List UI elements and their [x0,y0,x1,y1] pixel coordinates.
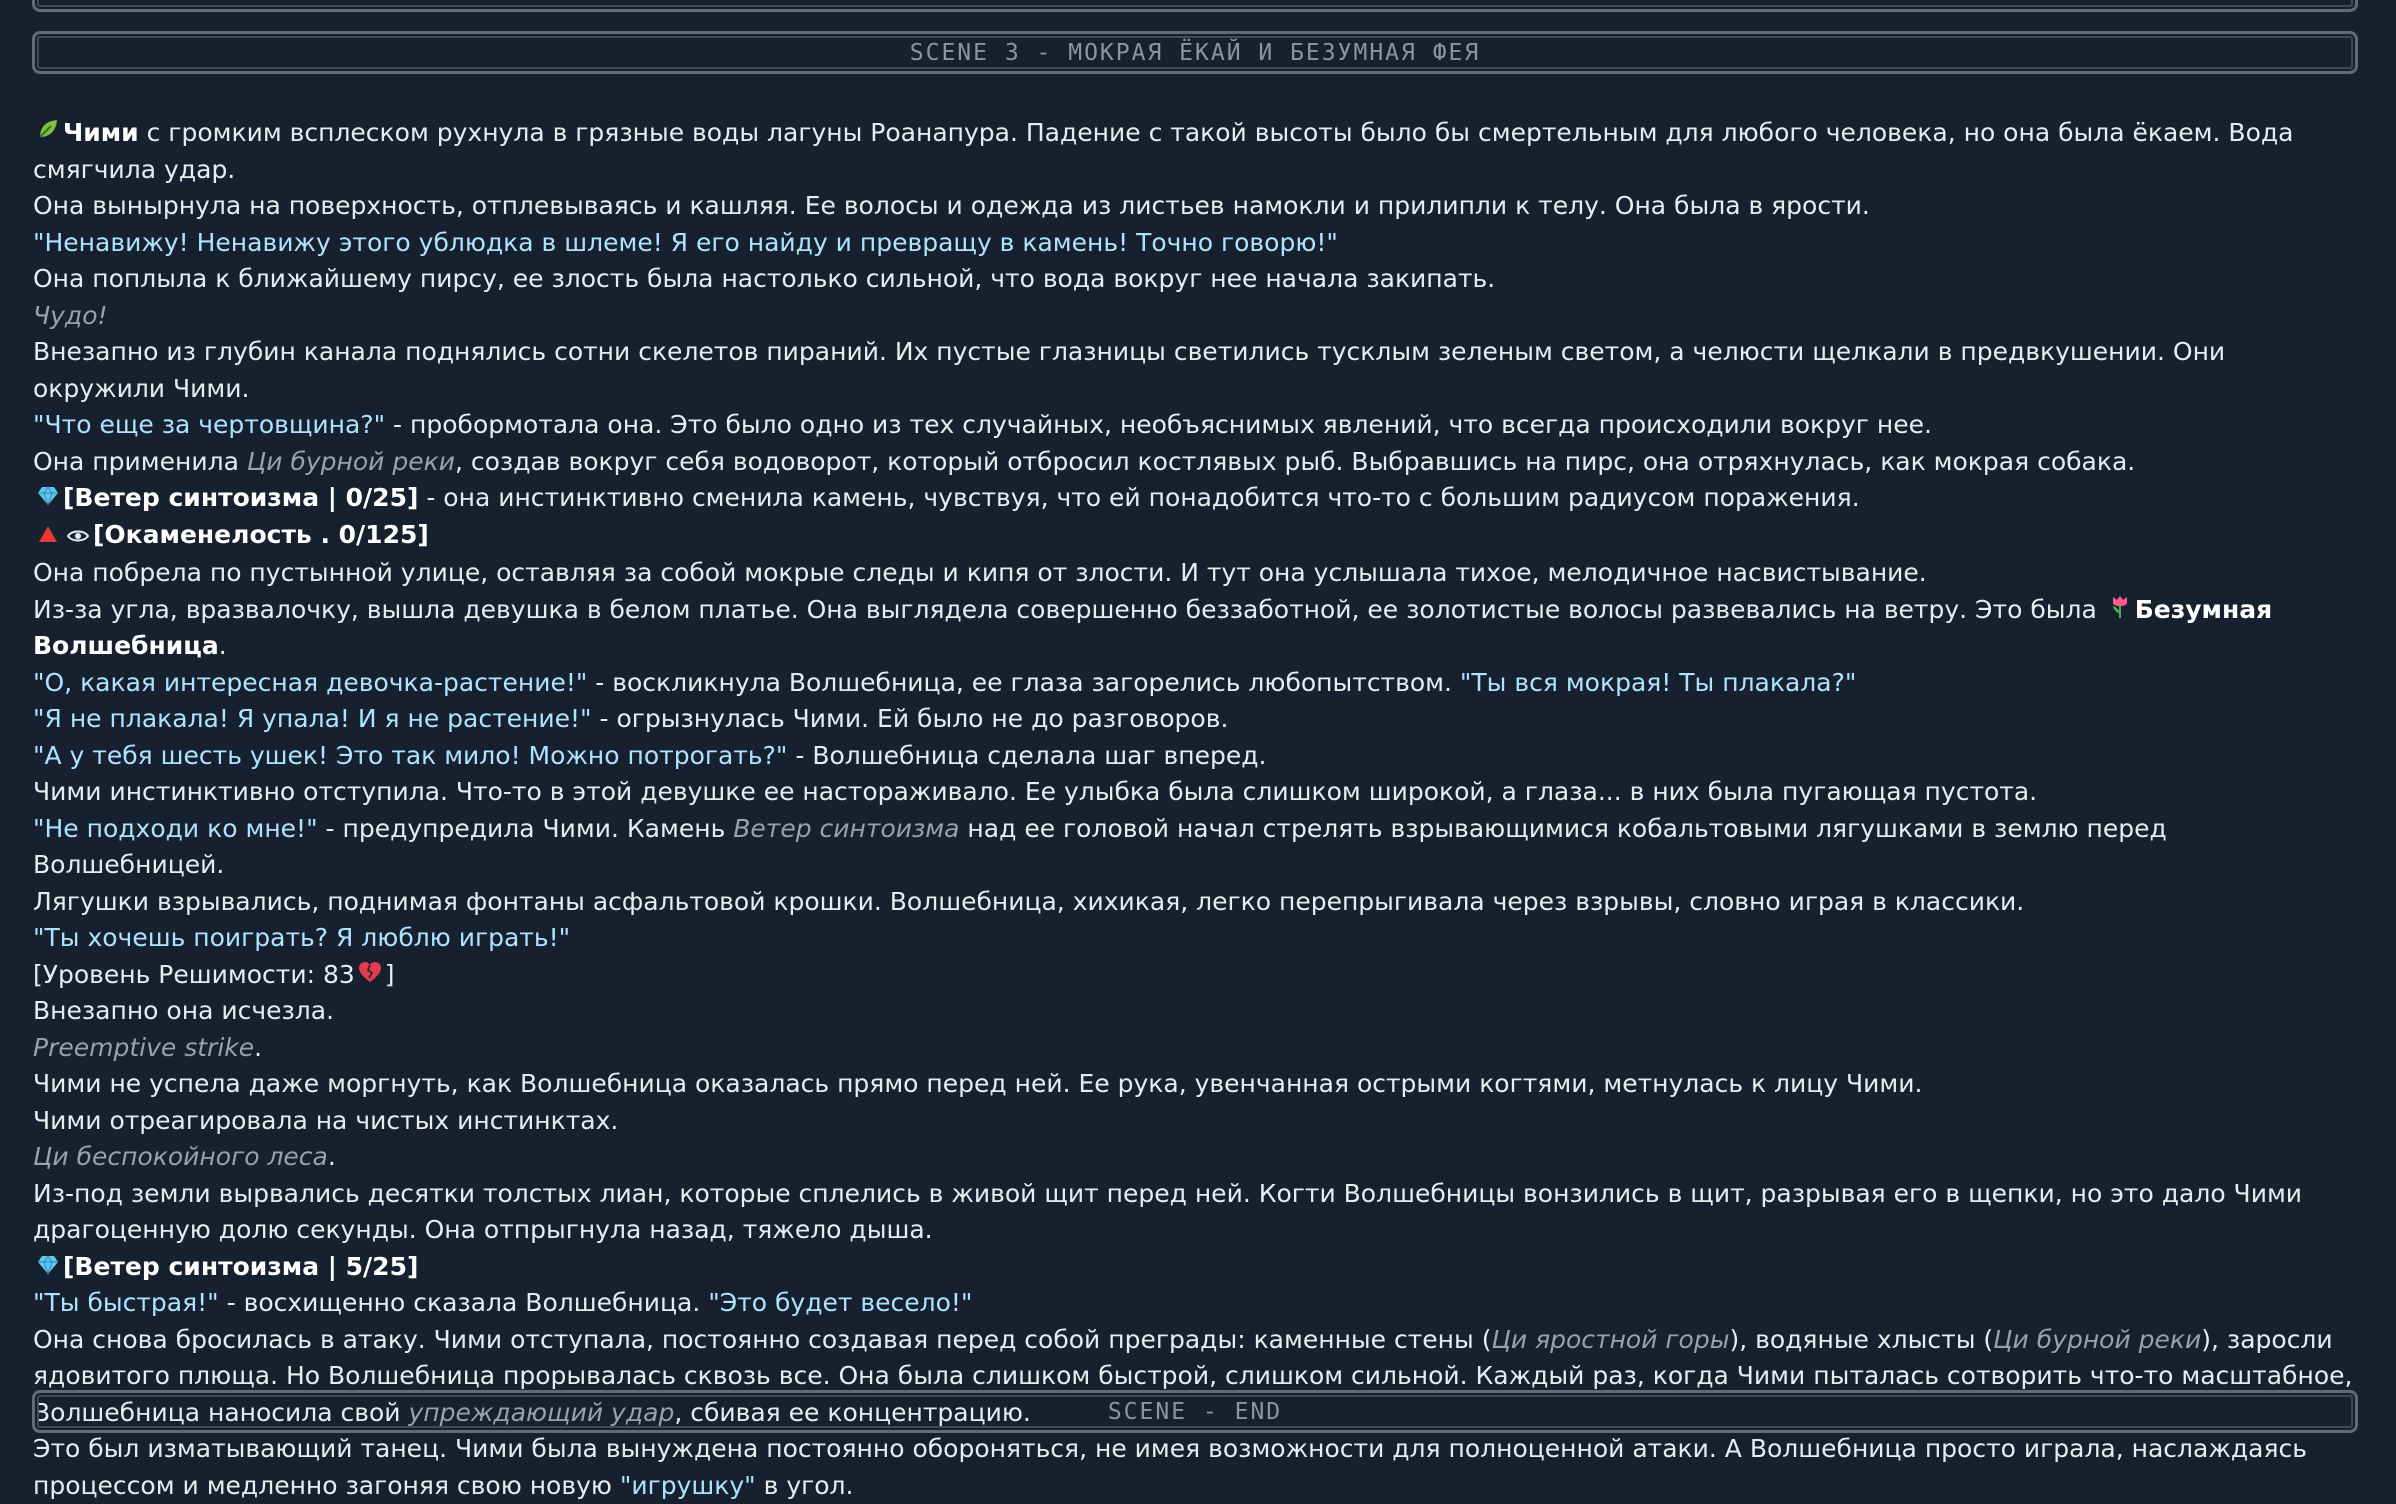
story-paragraph-23: Чими не успела даже моргнуть, как Волшебница оказалась прямо перед ней. Ее рука, увенчанная острыми когтями, метнулась к лицу Чими. [33,1069,1923,1098]
story-paragraph-16: Чими инстинктивно отступила. Что-то в этой девушке ее настораживало. Ее улыбка была слишком широкой, а глаза... в них была пугающая пустота. [33,777,2038,806]
story-paragraph-12: Из-за угла, вразвалочку, вышла девушка в белом платье. Она выглядела совершенно беззаботной, ее золотистые волосы развевались на ветру. Это была Безумная Волшебница. [33,592,2363,665]
story-paragraph-26: Из-под земли вырвались десятки толстых лиан, которые сплелись в живой щит перед ней. Когти Волшебницы вонзились в щит, разрывая его в щепки, но это дало Чими драгоценную долю секунды. Она отпрыгнула назад, тяжело дыша. [33,1178,2303,1244]
eye-icon [63,519,93,556]
leaf-icon [33,115,63,152]
scene-header [32,31,2358,74]
dialogue-line: "Ненавижу! Ненавижу этого ублюдка в шлеме! Я его найду и превращу в камень! Точно говорю!" [33,227,1338,257]
scene-header-title: SCENE 3 - МОКРАЯ ЁКАЙ И БЕЗУМНАЯ ФЕЯ [909,39,1481,66]
story-paragraph-30: Это был изматывающий танец. Чими была вынуждена постоянно обороняться, не имея возможности для полноценной атаки. А Волшебница просто играла, наслаждаясь процессом и медленно загоняя свою новую "игрушку" в угол. [33,1434,2307,1500]
story-paragraph-24: Чими отреагировала на чистых инстинктах. [33,1105,619,1135]
story-paragraph-14: "Я не плакала! Я упала! И я не растение!" - огрызнулась Чими. Ей было не до разговоров. [33,704,1229,733]
story-paragraph-13: "О, какая интересная девочка-растение!" - воскликнула Волшебница, ее глаза загорелись любопытством. "Ты вся мокрая! Ты плакала?" [33,667,1857,697]
story-paragraph-21: Внезапно она исчезла. [33,996,335,1025]
character-name: Безумная Волшебница [33,594,2273,660]
stone-status-line: [Ветер синтоизма | 5/25] [33,1249,2363,1286]
resolve-level-line: [Уровень Решимости: 83 ] [33,957,2363,994]
scene-footer [32,1390,2358,1433]
character-name: Чими [63,118,139,147]
story-paragraph-8: Она применила Ци бурной реки, создав вокруг себя водоворот, который отбросил костлявых рыб. Выбравшись на пирс, она отряхнулась, как мокрая собака. [33,446,2136,476]
stone-status-line: [Ветер синтоизма | 0/25] - она инстинктивно сменила камень, чувствуя, что ей понадобится что-то с большим радиусом поражения. [33,480,2363,517]
story-paragraph-15: "А у тебя шесть ушек! Это так мило! Можно потрогать?" - Волшебница сделала шаг вперед. [33,740,1267,770]
petrification-status-line: [Окаменелость . 0/125] [33,517,2363,556]
story-paragraph-1: Чими с громким всплеском рухнула в грязные воды лагуны Роанапура. Падение с такой высоты было бы смертельным для любого человека, но она была ёкаем. Вода смягчила удар. [33,115,2363,188]
red-triangle-icon [33,517,63,554]
story-paragraph-29: Она снова бросилась в атаку. Чими отступала, постоянно создавая перед собой преграды: каменные стены (Ци яростной горы), водяные хлысты (Ци бурной реки), заросли ядовитого плюща. Но Волшебница прорывалась сквозь все. Она была слишком быстрой, слишком сильной. Каждый раз, когда Чими пыталась сотворить что-то масштабное, Волшебница наносила свой упреждающий удар, сбивая ее концентрацию. [33,1324,2353,1427]
dialogue-line: "Ты хочешь поиграть? Я люблю играть!" [33,923,571,952]
story-text [33,115,2363,1504]
italic-line: Чудо! [33,300,108,330]
scene-footer-title: SCENE - END [1107,1398,1283,1425]
story-paragraph-28: "Ты быстрая!" - восхищенно сказала Волшебница. "Это будет весело!" [33,1288,973,1317]
story-paragraph-4: Она поплыла к ближайшему пирсу, ее злость была настолько сильной, что вода вокруг нее начала закипать. [33,264,1496,293]
story-paragraph-25: Ци беспокойного леса. [33,1142,336,1171]
broken-heart-icon [355,957,385,994]
story-paragraph-6: Внезапно из глубин канала поднялись сотни скелетов пираний. Их пустые глазницы светились тусклым зеленым светом, а челюсти щелкали в предвкушении. Они окружили Чими. [33,337,2226,403]
gem-icon [33,1249,63,1286]
story-paragraph-7: "Что еще за чертовщина?" - пробормотала она. Это было одно из тех случайных, необъяснимых явлений, что всегда происходили вокруг нее. [33,410,1932,439]
story-paragraph-17: "Не подходи ко мне!" - предупредила Чими. Камень Ветер синтоизма над ее головой начал стрелять взрывающимися кобальтовыми лягушками в землю перед Волшебницей. [33,813,2167,879]
story-paragraph-18: Лягушки взрывались, поднимая фонтаны асфальтовой крошки. Волшебница, хихикая, легко перепрыгивала через взрывы, словно играя в классики. [33,886,2025,916]
gem-icon [33,480,63,517]
story-paragraph-11: Она побрела по пустынной улице, оставляя за собой мокрые следы и кипя от злости. И тут она услышала тихое, мелодичное насвистывание. [33,558,1927,587]
previous-scene-frame [32,0,2358,12]
story-paragraph-2: Она вынырнула на поверхность, отплевываясь и кашляя. Ее волосы и одежда из листьев намокли и прилипли к телу. Она была в ярости. [33,191,1870,220]
tulip-icon [2105,592,2135,629]
story-paragraph-22: Preemptive strike. [33,1032,263,1062]
